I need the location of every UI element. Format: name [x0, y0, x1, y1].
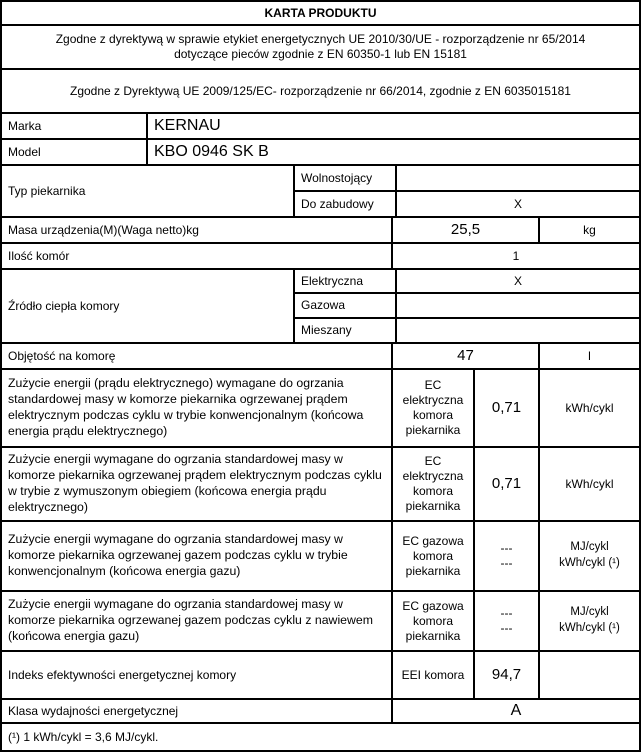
energy-row-4-symbol-line: komora	[412, 613, 453, 628]
eei-label: Indeks efektywności energetycznej komory	[2, 652, 391, 698]
energy-row-2-symbol-line: komora	[412, 484, 453, 498]
chambers-value: 1	[393, 244, 639, 268]
energy-row-4-unit	[540, 592, 639, 650]
energy-row-4-unit-line: kWh/cykl (¹)	[559, 622, 620, 634]
brand-label: Marka	[2, 114, 146, 138]
energy-row-3-unit-line: kWh/cykl (¹)	[559, 557, 620, 569]
mass-label: Masa urządzenia(M)(Waga netto)kg	[2, 218, 391, 242]
energy-row-3-description: Zużycie energii wymagane do ogrzania standardowej masy w komorze piekarnika ogrzewanej gazem podczas cyklu w trybie konwencjonalnym (końcowa energia gazu)	[2, 522, 391, 590]
directive-line-2: dotyczące pieców zgodnie z EN 60350-1 lub EN 15181	[174, 47, 467, 61]
energy-row-3-symbol-line: piekarnika	[405, 563, 461, 578]
directive-energy-label	[2, 26, 639, 68]
energy-row-4-value-line: ---	[500, 606, 513, 620]
heat-source-mark-gas	[397, 294, 639, 317]
oven-type-mark-freestanding	[397, 166, 639, 190]
oven-type-mark-built-in: X	[397, 192, 639, 216]
heat-source-option-electric: Elektryczna	[295, 270, 395, 292]
energy-row-2-value: 0,71	[475, 448, 538, 520]
volume-label: Objętość na komorę	[2, 344, 391, 368]
energy-row-4-description: Zużycie energii wymagane do ogrzania standardowej masy w komorze piekarnika ogrzewanej gazem podczas cyklu z nawiewem (końcowa energia gazu)	[2, 592, 391, 650]
model-label: Model	[2, 140, 146, 164]
energy-row-4-unit-line: MJ/cykl	[570, 606, 609, 619]
heat-source-option-gas: Gazowa	[295, 294, 395, 317]
heat-source-mark-mixed	[397, 319, 639, 342]
energy-row-3-symbol	[393, 522, 473, 590]
energy-row-2-symbol	[393, 448, 473, 520]
oven-type-label: Typ piekarnika	[2, 166, 293, 216]
efficiency-class-label: Klasa wydajności energetycznej	[2, 700, 391, 722]
model-value: KBO 0946 SK B	[148, 140, 639, 164]
energy-row-1-symbol-line: komora	[412, 408, 453, 422]
footnote: (¹) 1 kWh/cykl = 3,6 MJ/cykl.	[2, 724, 639, 750]
energy-row-3-symbol-line: komora	[412, 548, 453, 563]
oven-type-option-freestanding: Wolnostojący	[295, 166, 395, 190]
energy-row-2-symbol-line: elektryczna	[402, 469, 464, 483]
energy-row-3-value-line: ---	[500, 556, 513, 570]
eei-symbol: EEI komora	[393, 652, 473, 698]
energy-row-1-symbol	[393, 370, 473, 446]
energy-row-2-description: Zużycie energii wymagane do ogrzania standardowej masy w komorze piekarnika ogrzewanej prądem elektrycznym podczas cyklu w trybie z wymuszonym obiegiem (końcowa energia prądu elektrycznego)	[2, 448, 391, 520]
heat-source-option-mixed: Mieszany	[295, 319, 395, 342]
mass-unit: kg	[540, 218, 639, 242]
energy-row-1-unit: kWh/cykl	[540, 370, 639, 446]
chambers-label: Ilość komór	[2, 244, 391, 268]
energy-row-3-symbol-line: EC gazowa	[402, 533, 464, 548]
heat-source-mark-electric: X	[397, 270, 639, 292]
card-title: KARTA PRODUKTU	[2, 2, 639, 24]
eei-unit	[540, 652, 639, 698]
eei-value: 94,7	[475, 652, 538, 698]
energy-row-4-value-line: ---	[500, 621, 513, 635]
brand-value: KERNAU	[148, 114, 639, 138]
energy-row-4-symbol-line: piekarnika	[405, 628, 461, 643]
energy-row-1-description: Zużycie energii (prądu elektrycznego) wymagane do ogrzania standardowej masy w komorze piekarnika ogrzewanej prądem elektrycznym podczas cyklu w trybie konwencjonalnym (końcowa energia prądu elektrycznego)	[2, 370, 391, 446]
directive-ecodesign: Zgodne z Dyrektywą UE 2009/125/EC- rozporządzenie nr 66/2014, zgodnie z EN 6035015181	[2, 70, 639, 112]
energy-row-1-symbol-line: EC	[424, 378, 442, 392]
energy-row-2-unit: kWh/cykl	[540, 448, 639, 520]
energy-row-2-symbol-line: piekarnika	[405, 499, 461, 513]
efficiency-class-value: A	[393, 700, 639, 722]
energy-row-3-value	[475, 522, 538, 590]
energy-row-1-symbol-line: elektryczna	[402, 393, 464, 407]
energy-row-4-value	[475, 592, 538, 650]
energy-row-4-symbol-line: EC gazowa	[402, 598, 464, 613]
energy-row-1-symbol-line: piekarnika	[405, 423, 461, 437]
volume-value: 47	[393, 344, 538, 368]
energy-row-3-unit	[540, 522, 639, 590]
energy-row-4-symbol	[393, 592, 473, 650]
energy-row-2-symbol-line: EC	[424, 454, 442, 468]
oven-type-option-built-in: Do zabudowy	[295, 192, 395, 216]
directive-line-1: Zgodne z dyrektywą w sprawie etykiet energetycznych UE 2010/30/UE - rozporządzenie nr 65/2014	[55, 32, 586, 46]
mass-value: 25,5	[393, 218, 538, 242]
heat-source-label: Źródło ciepła komory	[2, 270, 293, 342]
volume-unit: l	[540, 344, 639, 368]
energy-row-3-value-line: ---	[500, 541, 513, 555]
energy-row-3-unit-line: MJ/cykl	[570, 541, 609, 554]
energy-row-1-value: 0,71	[475, 370, 538, 446]
